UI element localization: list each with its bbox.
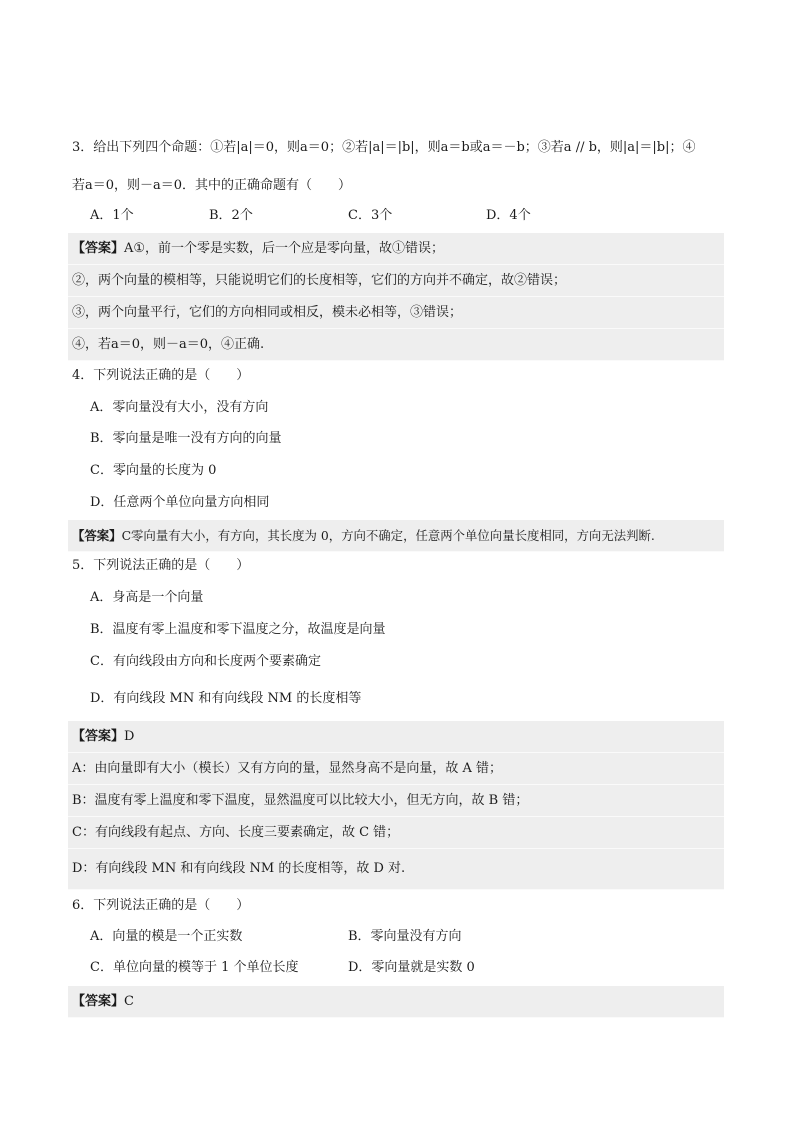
q5-answer-line-2: A：由向量即有大小（模长）又有方向的量，显然身高不是向量，故 A 错； [68,753,724,785]
q3-option-d: D．4个 [486,208,531,223]
q6-option-d: D．零向量就是实数 0 [348,960,475,975]
answer-tag: 【答案】 [72,528,122,543]
q3-stem-line-2: 若a＝0，则－a＝0．其中的正确命题有（ ） [72,178,352,193]
q4-option-c: C．零向量的长度为 0 [90,463,217,478]
q3-stem-line-1: 3．给出下列四个命题：①若|a|＝0，则a＝0；②若|a|＝|b|，则a＝b或a＝－b；③若a // b，则|a|＝|b|；④ [72,140,696,155]
q5-answer-block [68,721,724,890]
q5-option-b: B．温度有零上温度和零下温度之分，故温度是向量 [90,622,386,637]
q5-answer-line-4: C：有向线段有起点、方向、长度三要素确定，故 C 错； [68,817,724,849]
q4-answer-line [68,520,724,552]
q5-option-d: D．有向线段 MN 和有向线段 NM 的长度相等 [90,691,362,706]
q6-option-c: C．单位向量的模等于 1 个单位长度 [90,960,299,975]
q6-answer-line [68,986,724,1018]
q4-option-d: D．任意两个单位向量方向相同 [90,495,270,510]
answer-tag: 【答案】 [72,994,125,1009]
q6-stem: 6．下列说法正确的是（ ） [72,898,250,913]
q3-answer-line-2: ②，两个向量的模相等，只能说明它们的长度相等，它们的方向并不确定，故②错误； [68,265,724,297]
q5-stem: 5．下列说法正确的是（ ） [72,558,250,573]
q5-answer-first: D [124,729,135,744]
answer-tag: 【答案】 [72,729,125,744]
answer-tag: 【答案】 [72,241,125,256]
q5-option-a: A．身高是一个向量 [90,590,204,605]
q3-answer-text-1: A①，前一个零是实数，后一个应是零向量，故①错误； [124,241,445,256]
q3-answer-line-1 [68,233,724,265]
q6-answer-block [68,986,724,1018]
q6-option-a: A．向量的模是一个正实数 [90,929,243,944]
q6-option-b: B．零向量没有方向 [348,929,462,944]
q5-answer-line-1 [68,721,724,753]
q3-option-b: B．2个 [209,208,253,223]
q5-answer-line-3: B：温度有零上温度和零下温度，显然温度可以比较大小，但无方向，故 B 错； [68,785,724,817]
q3-answer-line-3: ③，两个向量平行，它们的方向相同或相反，模未必相等，③错误； [68,297,724,329]
q3-answer-block [68,233,724,361]
q4-option-a: A．零向量没有大小，没有方向 [90,400,269,415]
q5-option-c: C．有向线段由方向和长度两个要素确定 [90,654,321,669]
q4-option-b: B．零向量是唯一没有方向的向量 [90,431,282,446]
q3-option-c: C．3个 [348,208,393,223]
q4-answer-block [68,520,724,552]
q3-option-a: A．1个 [90,208,134,223]
q5-answer-line-5: D：有向线段 MN 和有向线段 NM 的长度相等，故 D 对. [68,849,724,890]
q6-answer-text: C [124,994,134,1009]
q3-answer-line-4: ④，若a＝0，则－a＝0，④正确. [68,329,724,361]
q4-answer-text: C零向量有大小，有方向，其长度为 0，方向不确定，任意两个单位向量长度相同，方向无法判断. [121,528,655,543]
q4-stem: 4．下列说法正确的是（ ） [72,368,250,383]
